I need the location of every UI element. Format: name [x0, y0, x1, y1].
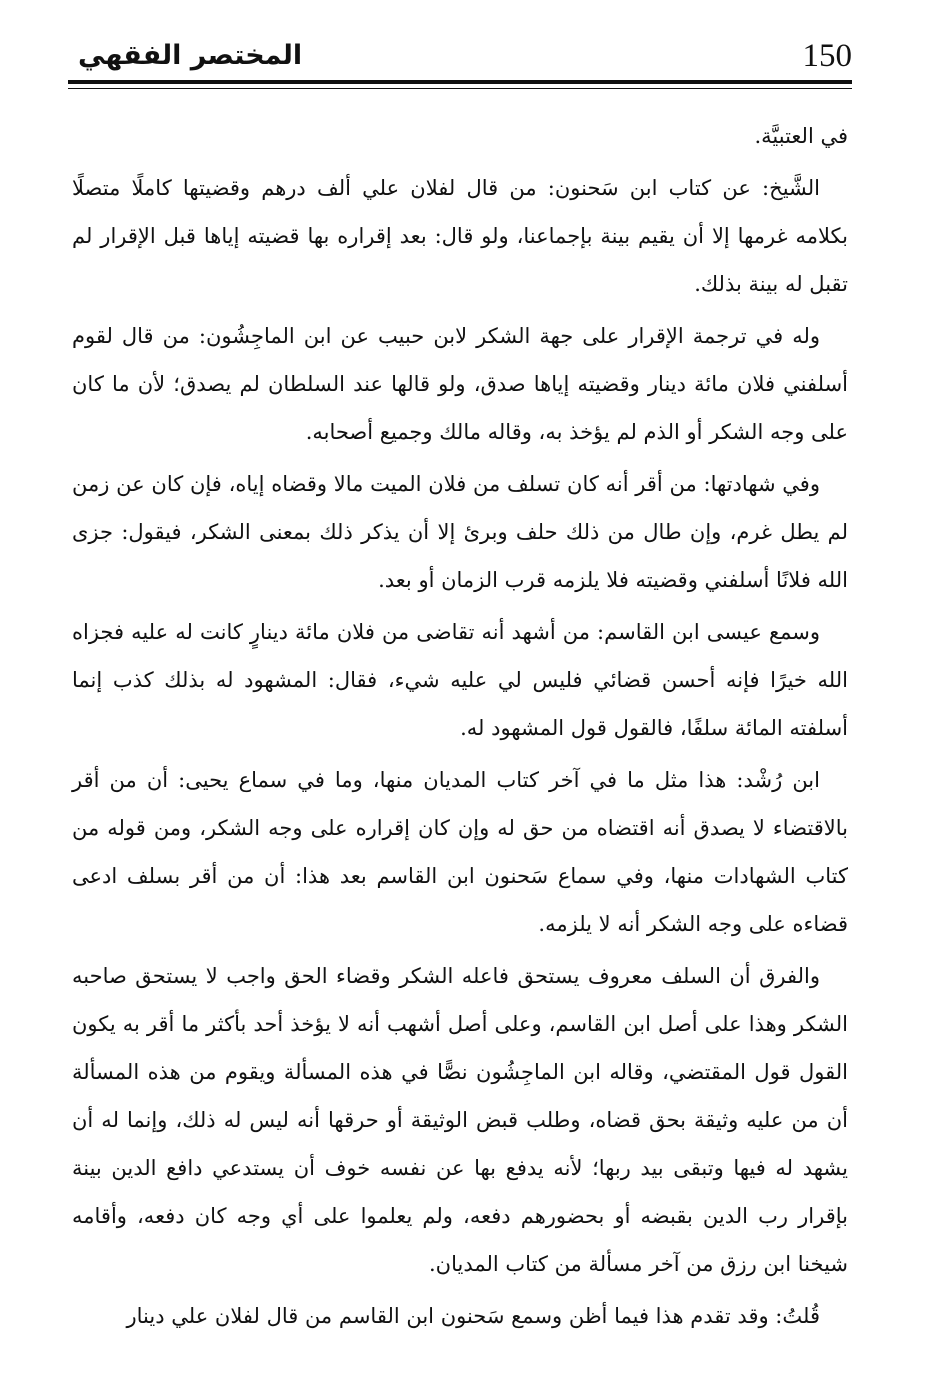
running-title: المختصر الفقهي	[78, 40, 303, 71]
paragraph: ابن رُشْد: هذا مثل ما في آخر كتاب المديان منها، وما في سماع يحيى: أن من أقر بالاقتضاء لا يصدق أنه اقتضاه من حق له وإن كان إقراره على وجه الشكر، ومن قوله من كتاب الشهادات منها، وفي سماع سَحنون ابن القاسم بعد هذا: أن من أقر بسلف ادعى قضاءه على وجه الشكر أنه لا يلزمه.	[72, 768, 848, 936]
paragraph: وسمع عيسى ابن القاسم: من أشهد أنه تقاضى من فلان مائة دينارٍ كانت له عليه فجزاه الله خيرًا فإنه أحسن قضائي فليس لي عليه شيء، فقال: المشهود له بذلك كذب إنما أسلفته المائة سلفًا، فالقول قول المشهود له.	[72, 620, 848, 740]
paragraph: وفي شهادتها: من أقر أنه كان تسلف من فلان الميت مالا وقضاه إياه، فإن كان عن زمن لم يطل غرم، وإن طال من ذلك حلف وبرئ إلا أن يذكر ذلك بمعنى الشكر، فيقول: جزى الله فلانًا أسلفني وقضيته فلا يلزمه قرب الزمان أو بعد.	[72, 472, 848, 592]
paragraph: قُلتُ: وقد تقدم هذا فيما أظن وسمع سَحنون ابن القاسم من قال لفلان علي دينار	[126, 1304, 820, 1328]
header-rule-thin	[68, 88, 852, 89]
page-number: 150	[802, 38, 852, 74]
body-text	[72, 112, 848, 1344]
paragraph: والفرق أن السلف معروف يستحق فاعله الشكر وقضاء الحق واجب لا يستحق صاحبه الشكر وهذا على أصل ابن القاسم، وعلى أصل أشهب أنه لا يؤخذ أحد بأكثر ما أقر به يكون القول قول المقتضي، وقاله ابن الماجِشُون نصًّا في هذه المسألة ويقوم من هذه المسألة أن من عليه وثيقة بحق قضاه، وطلب قبض الوثيقة أو حرقها أنه ليس له ذلك، وإنما له أن يشهد له فيها وتبقى بيد ربها؛ لأنه يدفع بها عن نفسه خوف أن يستدعي دافع الدين بينة بإقرار رب الدين بقبضه أو بحضورهم دفعه، ولم يعلموا على أي وجه كان دفعه، وأقامه شيخنا ابن رزق من آخر مسألة من كتاب المديان.	[72, 964, 848, 1276]
paragraph: وله في ترجمة الإقرار على جهة الشكر لابن حبيب عن ابن الماجِشُون: من قال لقوم أسلفني فلان مائة دينار وقضيته إياها صدق، ولو قالها عند السلطان لم يصدق؛ لأن ما كان على وجه الشكر أو الذم لم يؤخذ به، وقاله مالك وجميع أصحابه.	[72, 324, 849, 444]
header-rule-thick	[68, 80, 852, 84]
paragraph: في العتبيَّة.	[754, 124, 848, 148]
page-header	[68, 30, 852, 82]
paragraph: الشَّيخ: عن كتاب ابن سَحنون: من قال لفلان علي ألف درهم وقضيتها كاملًا متصلًا بكلامه غرمها إلا أن يقيم بينة بإجماعنا، ولو قال: بعد إقراره بها قضيته إياها قبل الإقرار لم تقبل له بينة بذلك.	[72, 176, 848, 296]
